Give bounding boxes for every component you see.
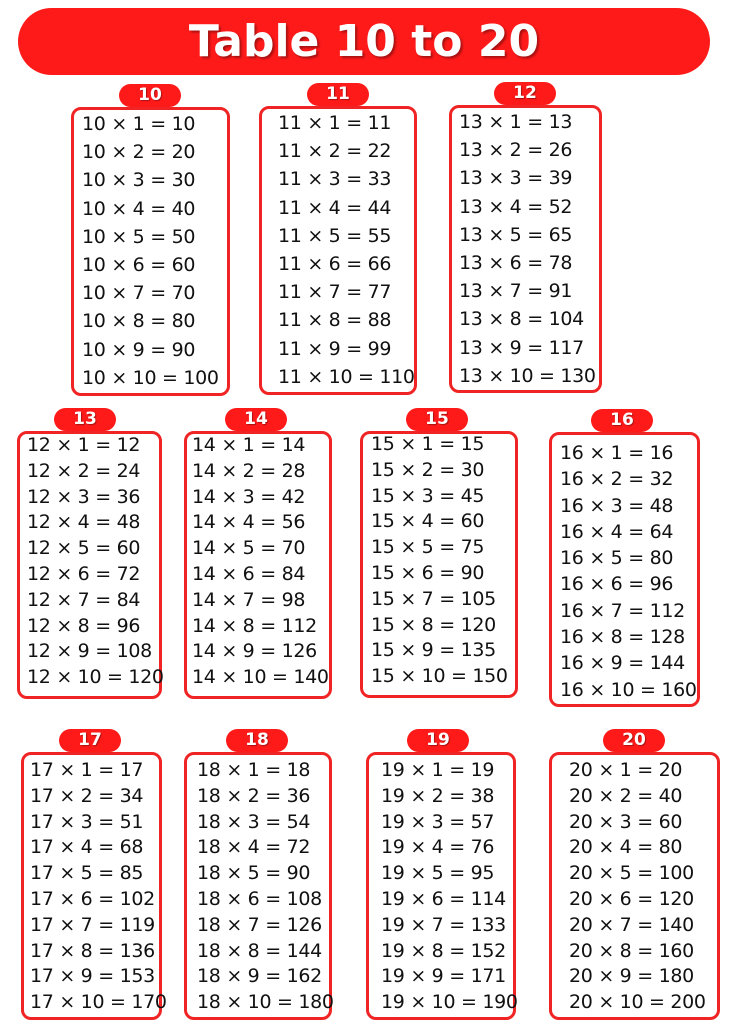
table-row: 14 × 1 = 14: [192, 434, 306, 456]
table-row: 12 × 7 = 84: [27, 588, 141, 611]
table-card-11: [259, 83, 417, 395]
table-row: 14 × 9 = 126: [192, 640, 317, 663]
table-row: 17 × 5 = 85: [30, 862, 144, 885]
table-row: 14 × 5 = 70: [192, 537, 306, 560]
table-row: 11 × 6 = 66: [278, 252, 392, 275]
table-card-14: [184, 408, 332, 699]
table-row: 17 × 7 = 119: [30, 913, 155, 936]
table-label: 18: [226, 729, 288, 752]
table-row: 19 × 3 = 57: [381, 810, 495, 833]
table-row: 18 × 6 = 108: [197, 887, 322, 910]
table-row: 17 × 4 = 68: [30, 836, 144, 859]
table-row: 15 × 4 = 60: [371, 510, 485, 533]
table-row: 10 × 7 = 70: [82, 282, 196, 305]
table-row: 10 × 5 = 50: [82, 225, 196, 248]
table-row: 20 × 9 = 180: [569, 965, 694, 988]
table-row: 13 × 7 = 91: [459, 280, 573, 303]
table-card-13: [17, 408, 162, 699]
table-row: 10 × 10 = 100: [82, 366, 219, 389]
table-row: 18 × 7 = 126: [197, 913, 322, 936]
table-card-20: [549, 729, 720, 1020]
table-label: 14: [225, 408, 287, 431]
table-row: 14 × 8 = 112: [192, 614, 317, 637]
table-row: 20 × 5 = 100: [569, 862, 694, 885]
table-row: 13 × 6 = 78: [459, 251, 573, 274]
table-row: 11 × 1 = 11: [278, 112, 392, 134]
table-row: 11 × 5 = 55: [278, 224, 392, 247]
table-row: 18 × 5 = 90: [197, 862, 311, 885]
table-rows: [549, 759, 720, 1013]
table-row: 18 × 8 = 144: [197, 939, 322, 962]
table-rows: [184, 759, 332, 1013]
table-row: 14 × 10 = 140: [192, 666, 329, 689]
table-row: 16 × 8 = 128: [560, 626, 685, 649]
table-row: 14 × 7 = 98: [192, 588, 306, 611]
table-label: 16: [591, 409, 653, 432]
table-row: 15 × 10 = 150: [371, 665, 508, 688]
table-card-18: [184, 729, 332, 1020]
table-card-19: [366, 729, 516, 1020]
table-row: 19 × 8 = 152: [381, 939, 506, 962]
table-rows: [549, 442, 700, 701]
table-row: 19 × 4 = 76: [381, 836, 495, 859]
table-row: 13 × 5 = 65: [459, 223, 573, 246]
table-card-12: [449, 82, 602, 393]
table-row: 15 × 6 = 90: [371, 561, 485, 584]
table-rows: [449, 111, 602, 387]
table-row: 16 × 10 = 160: [560, 678, 697, 701]
table-row: 17 × 2 = 34: [30, 784, 144, 807]
table-row: 15 × 8 = 120: [371, 613, 496, 636]
table-row: 17 × 8 = 136: [30, 939, 155, 962]
table-row: 17 × 10 = 170: [30, 991, 167, 1014]
table-row: 14 × 2 = 28: [192, 459, 306, 482]
table-row: 15 × 9 = 135: [371, 639, 496, 662]
table-row: 13 × 10 = 130: [459, 364, 596, 387]
table-row: 11 × 8 = 88: [278, 309, 392, 332]
table-row: 13 × 2 = 26: [459, 139, 573, 162]
table-row: 10 × 3 = 30: [82, 169, 196, 192]
table-row: 18 × 2 = 36: [197, 784, 311, 807]
table-row: 18 × 9 = 162: [197, 965, 322, 988]
table-label: 19: [407, 729, 469, 752]
table-card-10: [71, 84, 230, 396]
table-row: 10 × 9 = 90: [82, 338, 196, 361]
table-row: 18 × 1 = 18: [197, 759, 311, 781]
table-row: 10 × 2 = 20: [82, 141, 196, 164]
table-row: 10 × 1 = 10: [82, 113, 196, 135]
table-label: 11: [307, 83, 369, 106]
table-row: 10 × 6 = 60: [82, 253, 196, 276]
table-row: 14 × 6 = 84: [192, 562, 306, 585]
table-row: 18 × 3 = 54: [197, 810, 311, 833]
page-title: Table 10 to 20: [188, 16, 540, 67]
table-row: 16 × 7 = 112: [560, 599, 685, 622]
table-row: 11 × 7 = 77: [278, 281, 392, 304]
table-row: 15 × 5 = 75: [371, 536, 485, 559]
table-row: 13 × 8 = 104: [459, 308, 584, 331]
table-row: 17 × 3 = 51: [30, 810, 144, 833]
table-row: 20 × 3 = 60: [569, 810, 683, 833]
table-rows: [366, 759, 516, 1013]
table-row: 15 × 3 = 45: [371, 484, 485, 507]
table-row: 20 × 2 = 40: [569, 784, 683, 807]
table-row: 18 × 10 = 180: [197, 991, 334, 1014]
table-row: 11 × 3 = 33: [278, 168, 392, 191]
table-row: 13 × 4 = 52: [459, 195, 573, 218]
table-row: 12 × 9 = 108: [27, 640, 152, 663]
table-row: 12 × 10 = 120: [27, 666, 164, 689]
table-row: 13 × 3 = 39: [459, 167, 573, 190]
table-rows: [21, 759, 167, 1014]
table-row: 16 × 9 = 144: [560, 652, 685, 675]
table-label: 15: [406, 408, 468, 431]
table-row: 16 × 3 = 48: [560, 494, 674, 517]
table-rows: [259, 112, 417, 388]
table-row: 17 × 1 = 17: [30, 759, 144, 781]
table-row: 14 × 4 = 56: [192, 511, 306, 534]
table-row: 13 × 9 = 117: [459, 336, 584, 359]
table-row: 16 × 5 = 80: [560, 547, 674, 570]
table-row: 12 × 8 = 96: [27, 614, 141, 637]
table-label: 10: [119, 84, 181, 107]
table-row: 12 × 4 = 48: [27, 511, 141, 534]
table-row: 18 × 4 = 72: [197, 836, 311, 859]
table-row: 20 × 8 = 160: [569, 939, 694, 962]
table-row: 12 × 3 = 36: [27, 485, 141, 508]
table-row: 16 × 6 = 96: [560, 573, 674, 596]
table-row: 11 × 4 = 44: [278, 196, 392, 219]
table-card-17: [21, 729, 167, 1020]
table-row: 19 × 6 = 114: [381, 887, 506, 910]
table-row: 20 × 7 = 140: [569, 913, 694, 936]
table-row: 20 × 6 = 120: [569, 887, 694, 910]
table-row: 16 × 2 = 32: [560, 468, 674, 491]
table-row: 10 × 4 = 40: [82, 197, 196, 220]
table-row: 12 × 5 = 60: [27, 537, 141, 560]
table-rows: [17, 434, 162, 688]
table-row: 15 × 7 = 105: [371, 587, 496, 610]
table-row: 20 × 1 = 20: [569, 759, 683, 781]
table-label: 17: [59, 729, 121, 752]
table-row: 12 × 1 = 12: [27, 434, 141, 456]
table-row: 19 × 5 = 95: [381, 862, 495, 885]
table-row: 19 × 9 = 171: [381, 965, 506, 988]
table-row: 12 × 6 = 72: [27, 562, 141, 585]
table-rows: [71, 113, 230, 389]
table-row: 12 × 2 = 24: [27, 459, 141, 482]
table-row: 17 × 6 = 102: [30, 887, 155, 910]
table-row: 11 × 10 = 110: [278, 365, 415, 388]
table-row: 11 × 9 = 99: [278, 337, 392, 360]
table-row: 15 × 1 = 15: [371, 433, 485, 455]
table-row: 16 × 4 = 64: [560, 520, 674, 543]
table-row: 11 × 2 = 22: [278, 140, 392, 163]
table-label: 20: [603, 729, 665, 752]
table-label: 12: [494, 82, 556, 105]
table-row: 15 × 2 = 30: [371, 458, 485, 481]
table-row: 19 × 10 = 190: [381, 991, 518, 1014]
table-row: 17 × 9 = 153: [30, 965, 155, 988]
table-row: 16 × 1 = 16: [560, 442, 674, 464]
table-row: 19 × 7 = 133: [381, 913, 506, 936]
table-rows: [184, 434, 332, 688]
table-row: 10 × 8 = 80: [82, 310, 196, 333]
title-banner: [18, 8, 710, 75]
table-row: 14 × 3 = 42: [192, 485, 306, 508]
table-row: 20 × 10 = 200: [569, 991, 706, 1014]
table-row: 19 × 2 = 38: [381, 784, 495, 807]
table-rows: [360, 433, 518, 687]
table-card-16: [549, 409, 700, 707]
table-card-15: [360, 408, 518, 698]
table-label: 13: [54, 408, 116, 431]
table-row: 13 × 1 = 13: [459, 111, 573, 133]
table-row: 20 × 4 = 80: [569, 836, 683, 859]
table-row: 19 × 1 = 19: [381, 759, 495, 781]
